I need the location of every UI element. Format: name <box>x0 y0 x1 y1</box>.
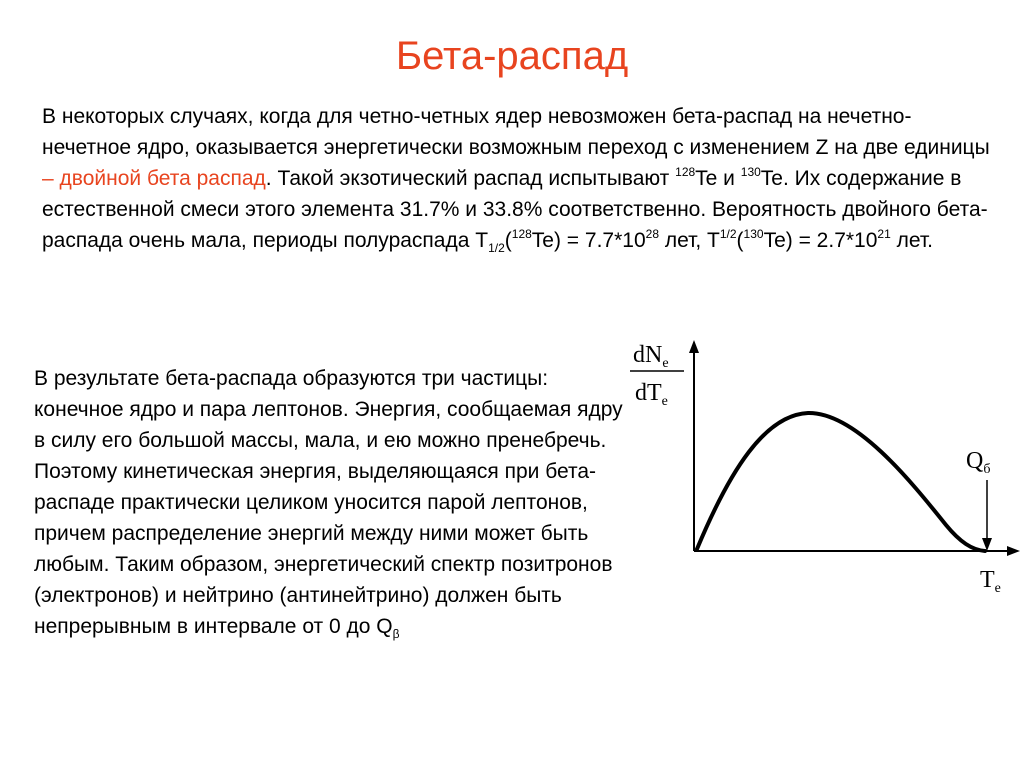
p1-sup-130a: 130 <box>740 165 761 179</box>
p1-text-1: В некоторых случаях, когда для четно-четных ядер невозможен бета-распад на нечетно-нечетное ядро, оказывается энергетически возможным переход с изменением Z на две единицы <box>42 105 990 159</box>
p1-text-8: ( <box>736 229 744 252</box>
p1-text-4: Te. Их содержание в естественной смеси этого элемента 31.7% и 33.8% соответственно. Вероятность двойного бета-распада очень мала, периоды полураспада T <box>42 167 988 252</box>
p1-sup-130b: 130 <box>743 227 764 241</box>
p1-sup-128a: 128 <box>675 165 696 179</box>
paragraph-double-beta-decay <box>42 101 992 256</box>
x-label: $T_e$ <box>980 567 1001 596</box>
x-axis-arrow <box>1007 546 1020 556</box>
p2-sub-beta: β <box>392 627 400 641</box>
p1-sup-28: 28 <box>645 227 659 241</box>
p1-text-9: Te) = 2.7*10 <box>763 229 878 252</box>
y-axis-arrow <box>689 340 699 353</box>
p1-text-2: . Такой экзотический распад испытывают <box>265 167 676 190</box>
p1-text-3: Te и <box>695 167 741 190</box>
p1-text-5: ( <box>504 229 512 252</box>
y-label-numerator: $dN_e$ <box>633 342 669 371</box>
p1-text-6: Te) = 7.7*10 <box>531 229 646 252</box>
p1-sup-128b: 128 <box>511 227 532 241</box>
spectrum-curve <box>697 413 985 551</box>
beta-spectrum-graph <box>600 320 1024 610</box>
p1-text-7: лет, T <box>659 229 720 252</box>
p1-sub-half: 1/2 <box>488 241 505 255</box>
paragraph-energy-spectrum <box>34 363 624 642</box>
y-label-denominator: $dT_e$ <box>635 380 668 409</box>
p2-text: В результате бета-распада образуются три частицы: конечное ядро и пара лептонов. Энергия, сообщаемая ядру в силу его большой массы, мала, и ею можно пренебречь. Поэтому кинетическая энергия, выделяющаяся при бета-распаде практически целиком уносится парой лептонов, причем распределение энергий между ними может быть любым. Таким образом, энергетический спектр позитронов (электронов) и нейтрино (антинейтрино) должен быть непрерывным в интервале от 0 до Q <box>34 367 623 638</box>
p1-sup-half: 1/2 <box>719 227 737 241</box>
q-label: $Q_б$ <box>966 448 991 477</box>
p1-accent-double-beta: – двойной бета распад <box>42 167 266 190</box>
p1-text-10: лет. <box>890 229 933 252</box>
slide-title: Бета-распад <box>395 34 629 78</box>
p1-sup-21: 21 <box>877 227 891 241</box>
